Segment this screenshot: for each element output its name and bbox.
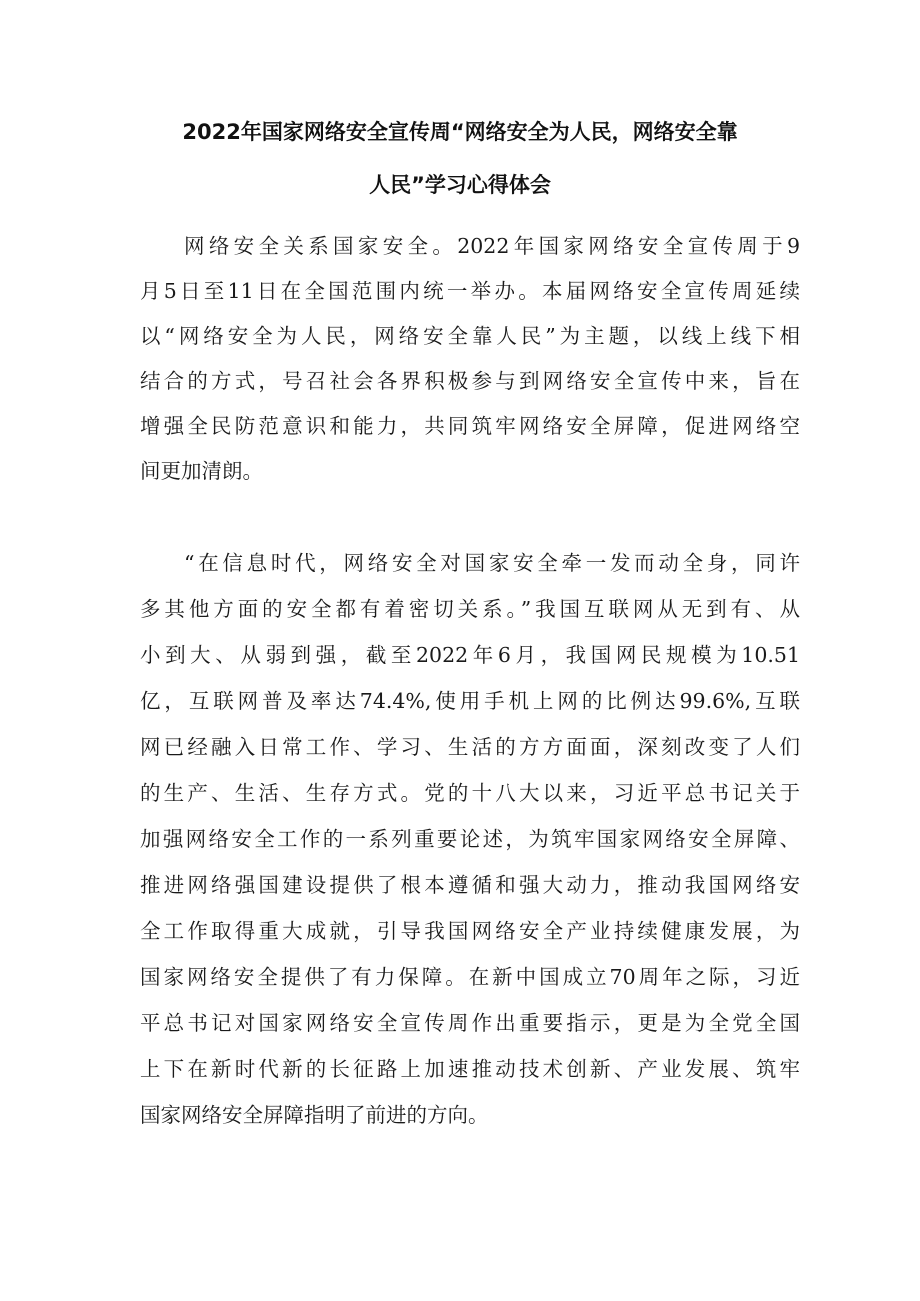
paragraph-line: 国家网络安全屏障指明了前进的方向。 <box>140 1103 489 1127</box>
paragraph-line: 网络安全关系国家安全。2022年国家网络安全宣传周于9 <box>184 234 800 258</box>
paragraph-line: 的生产、生活、生存方式。党的十八大以来，习近平总书记关于 <box>140 781 800 805</box>
paragraph-line: 平总书记对国家网络安全宣传周作出重要指示，更是为全党全国 <box>140 1011 800 1035</box>
paragraph-line: 间更加清朗。 <box>140 459 263 483</box>
paragraph-line: 国家网络安全提供了有力保障。在新中国成立70周年之际，习近 <box>140 965 800 989</box>
paragraph-line: “在信息时代，网络安全对国家安全牵一发而动全身，同许 <box>184 551 800 575</box>
paragraph-line: 上下在新时代新的长征路上加速推动技术创新、产业发展、筑牢 <box>140 1057 800 1081</box>
paragraph-line: 亿，互联网普及率达74.4%,使用手机上网的比例达99.6%,互联 <box>140 689 800 713</box>
paragraph-line: 小到大、从弱到强，截至2022年6月，我国网民规模为10.51 <box>140 643 800 667</box>
paragraph-line: 以“网络安全为人民，网络安全靠人民”为主题，以线上线下相 <box>140 324 800 348</box>
paragraph-line: 推进网络强国建设提供了根本遵循和强大动力，推动我国网络安 <box>140 873 800 897</box>
paragraph-line: 多其他方面的安全都有着密切关系。”我国互联网从无到有、从 <box>140 597 800 621</box>
paragraph-line: 全工作取得重大成就，引导我国网络安全产业持续健康发展，为 <box>140 919 800 943</box>
paragraph-line: 增强全民防范意识和能力，共同筑牢网络安全屏障，促进网络空 <box>140 414 800 438</box>
paragraph-line: 网已经融入日常工作、学习、生活的方方面面，深刻改变了人们 <box>140 735 800 759</box>
document-title-line-1: 2022年国家网络安全宣传周“网络安全为人民，网络安全靠 <box>182 120 738 144</box>
document-title-line-2: 人民”学习心得体会 <box>369 173 551 197</box>
paragraph-line: 月5日至11日在全国范围内统一举办。本届网络安全宣传周延续 <box>140 279 800 303</box>
paragraph-line: 加强网络安全工作的一系列重要论述，为筑牢国家网络安全屏障、 <box>140 827 800 851</box>
paragraph-line: 结合的方式，号召社会各界积极参与到网络安全宣传中来，旨在 <box>140 369 800 393</box>
